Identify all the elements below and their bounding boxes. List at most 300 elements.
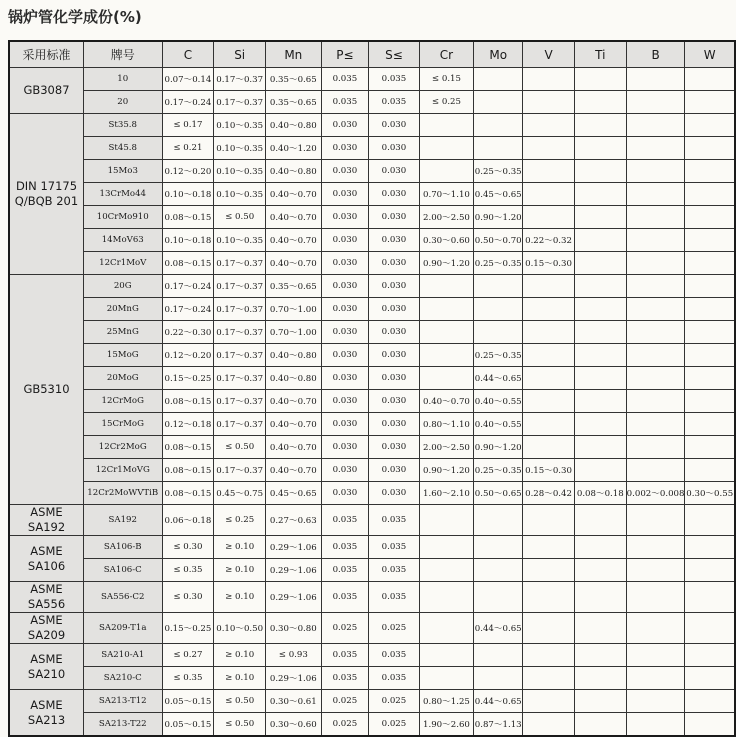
value-cell bbox=[626, 536, 685, 559]
value-cell bbox=[574, 667, 626, 690]
value-cell bbox=[523, 390, 575, 413]
column-header: 牌号 bbox=[83, 41, 162, 68]
value-cell bbox=[523, 114, 575, 137]
value-cell: 0.030 bbox=[321, 413, 369, 436]
column-header: Ti bbox=[574, 41, 626, 68]
value-cell bbox=[626, 436, 685, 459]
value-cell: 0.30～0.60 bbox=[419, 229, 474, 252]
value-cell bbox=[523, 713, 575, 737]
value-cell: 0.40～1.20 bbox=[266, 137, 322, 160]
table-row bbox=[9, 536, 735, 559]
value-cell: 0.15～0.30 bbox=[523, 252, 575, 275]
value-cell bbox=[685, 321, 735, 344]
value-cell: 0.17～0.24 bbox=[162, 298, 214, 321]
value-cell: 0.030 bbox=[369, 367, 419, 390]
value-cell: 0.10～0.35 bbox=[214, 183, 266, 206]
value-cell bbox=[626, 390, 685, 413]
value-cell bbox=[626, 713, 685, 737]
value-cell bbox=[685, 667, 735, 690]
value-cell: 0.10～0.35 bbox=[214, 114, 266, 137]
value-cell: 0.025 bbox=[321, 613, 369, 644]
value-cell: 0.17～0.37 bbox=[214, 390, 266, 413]
value-cell: 0.10～0.35 bbox=[214, 160, 266, 183]
value-cell bbox=[685, 229, 735, 252]
value-cell bbox=[626, 644, 685, 667]
value-cell bbox=[626, 298, 685, 321]
grade-cell: 25MnG bbox=[83, 321, 162, 344]
value-cell: 0.030 bbox=[369, 229, 419, 252]
standard-cell: ASME SA210 bbox=[9, 644, 83, 690]
value-cell bbox=[626, 68, 685, 91]
value-cell bbox=[523, 690, 575, 713]
value-cell bbox=[626, 183, 685, 206]
table-row bbox=[9, 690, 735, 713]
value-cell bbox=[574, 367, 626, 390]
value-cell: 0.44～0.65 bbox=[474, 613, 523, 644]
column-header: Cr bbox=[419, 41, 474, 68]
grade-cell: St35.8 bbox=[83, 114, 162, 137]
value-cell bbox=[523, 206, 575, 229]
value-cell bbox=[626, 91, 685, 114]
grade-cell: 12Cr1MoV bbox=[83, 252, 162, 275]
value-cell: 0.17～0.37 bbox=[214, 68, 266, 91]
value-cell: 0.030 bbox=[369, 275, 419, 298]
value-cell bbox=[523, 183, 575, 206]
value-cell: 0.90～1.20 bbox=[474, 206, 523, 229]
table-row bbox=[9, 413, 735, 436]
value-cell: 0.35～0.65 bbox=[266, 91, 322, 114]
standard-cell: ASME SA213 bbox=[9, 690, 83, 737]
grade-cell: SA106-B bbox=[83, 536, 162, 559]
value-cell: 0.08～0.15 bbox=[162, 390, 214, 413]
value-cell: 0.035 bbox=[321, 91, 369, 114]
value-cell: 0.29～1.06 bbox=[266, 667, 322, 690]
table-row bbox=[9, 613, 735, 644]
value-cell bbox=[574, 321, 626, 344]
table-row bbox=[9, 390, 735, 413]
table-row bbox=[9, 582, 735, 613]
table-row bbox=[9, 298, 735, 321]
value-cell: 0.030 bbox=[369, 390, 419, 413]
value-cell: 0.035 bbox=[369, 559, 419, 582]
value-cell: 0.08～0.15 bbox=[162, 482, 214, 505]
value-cell: 0.06～0.18 bbox=[162, 505, 214, 536]
value-cell: ≤ 0.50 bbox=[214, 713, 266, 737]
value-cell: 0.40～0.80 bbox=[266, 344, 322, 367]
value-cell: ≤ 0.21 bbox=[162, 137, 214, 160]
table-row bbox=[9, 436, 735, 459]
value-cell bbox=[574, 275, 626, 298]
value-cell bbox=[574, 137, 626, 160]
column-header: P≤ bbox=[321, 41, 369, 68]
value-cell: 0.40～0.80 bbox=[266, 114, 322, 137]
value-cell: 0.70～1.00 bbox=[266, 321, 322, 344]
value-cell bbox=[574, 160, 626, 183]
value-cell: 0.035 bbox=[321, 667, 369, 690]
value-cell bbox=[574, 505, 626, 536]
grade-cell: 20MnG bbox=[83, 298, 162, 321]
grade-cell: 14MoV63 bbox=[83, 229, 162, 252]
value-cell: 0.035 bbox=[321, 644, 369, 667]
value-cell bbox=[419, 667, 474, 690]
value-cell: 0.08～0.15 bbox=[162, 206, 214, 229]
value-cell: 0.80～1.25 bbox=[419, 690, 474, 713]
value-cell bbox=[419, 367, 474, 390]
composition-table-container bbox=[8, 40, 736, 737]
table-row bbox=[9, 229, 735, 252]
value-cell bbox=[685, 252, 735, 275]
value-cell: 1.60～2.10 bbox=[419, 482, 474, 505]
table-row bbox=[9, 482, 735, 505]
table-body bbox=[9, 68, 735, 737]
value-cell: 0.035 bbox=[369, 582, 419, 613]
header-row bbox=[9, 41, 735, 68]
value-cell: 0.002～0.008 bbox=[626, 482, 685, 505]
table-row bbox=[9, 344, 735, 367]
value-cell bbox=[626, 505, 685, 536]
value-cell bbox=[685, 114, 735, 137]
value-cell bbox=[419, 559, 474, 582]
value-cell: 0.15～0.25 bbox=[162, 367, 214, 390]
value-cell bbox=[685, 713, 735, 737]
value-cell bbox=[474, 91, 523, 114]
value-cell: 0.025 bbox=[321, 690, 369, 713]
table-row bbox=[9, 367, 735, 390]
grade-cell: 15CrMoG bbox=[83, 413, 162, 436]
value-cell: 0.17～0.37 bbox=[214, 275, 266, 298]
value-cell: ≤ 0.50 bbox=[214, 436, 266, 459]
grade-cell: 20G bbox=[83, 275, 162, 298]
value-cell: 0.030 bbox=[369, 206, 419, 229]
value-cell: 0.030 bbox=[321, 229, 369, 252]
value-cell: 0.030 bbox=[369, 459, 419, 482]
value-cell bbox=[474, 536, 523, 559]
value-cell bbox=[523, 344, 575, 367]
table-row bbox=[9, 321, 735, 344]
value-cell bbox=[626, 582, 685, 613]
value-cell: 0.08～0.15 bbox=[162, 252, 214, 275]
standard-cell: ASME SA106 bbox=[9, 536, 83, 582]
value-cell bbox=[574, 644, 626, 667]
value-cell: 0.45～0.65 bbox=[474, 183, 523, 206]
value-cell: 0.030 bbox=[321, 390, 369, 413]
grade-cell: 15MoG bbox=[83, 344, 162, 367]
table-row bbox=[9, 667, 735, 690]
value-cell bbox=[626, 275, 685, 298]
value-cell: 0.035 bbox=[369, 667, 419, 690]
value-cell: 0.12～0.20 bbox=[162, 160, 214, 183]
column-header: S≤ bbox=[369, 41, 419, 68]
value-cell bbox=[419, 505, 474, 536]
value-cell: 0.030 bbox=[369, 137, 419, 160]
value-cell: 0.25～0.35 bbox=[474, 459, 523, 482]
value-cell: 0.45～0.65 bbox=[266, 482, 322, 505]
value-cell bbox=[685, 582, 735, 613]
standard-cell: ASME SA209 bbox=[9, 613, 83, 644]
standard-cell: ASME SA556 bbox=[9, 582, 83, 613]
value-cell bbox=[574, 91, 626, 114]
value-cell bbox=[685, 644, 735, 667]
value-cell: ≤ 0.15 bbox=[419, 68, 474, 91]
grade-cell: 13CrMo44 bbox=[83, 183, 162, 206]
value-cell: 0.035 bbox=[321, 559, 369, 582]
value-cell: 0.12～0.18 bbox=[162, 413, 214, 436]
value-cell: 0.035 bbox=[369, 644, 419, 667]
value-cell bbox=[523, 367, 575, 390]
value-cell: 0.35～0.65 bbox=[266, 68, 322, 91]
value-cell: ≤ 0.35 bbox=[162, 667, 214, 690]
value-cell: 0.035 bbox=[369, 91, 419, 114]
value-cell bbox=[685, 436, 735, 459]
value-cell: 2.00～2.50 bbox=[419, 436, 474, 459]
value-cell bbox=[523, 644, 575, 667]
value-cell: 0.22～0.30 bbox=[162, 321, 214, 344]
value-cell bbox=[574, 459, 626, 482]
value-cell: 0.29～1.06 bbox=[266, 559, 322, 582]
value-cell bbox=[419, 344, 474, 367]
value-cell: 0.030 bbox=[369, 183, 419, 206]
column-header: B bbox=[626, 41, 685, 68]
value-cell: 0.030 bbox=[321, 252, 369, 275]
value-cell bbox=[626, 613, 685, 644]
value-cell: 0.30～0.61 bbox=[266, 690, 322, 713]
value-cell: 0.08～0.15 bbox=[162, 436, 214, 459]
value-cell: 0.40～0.70 bbox=[419, 390, 474, 413]
value-cell bbox=[574, 114, 626, 137]
value-cell bbox=[685, 206, 735, 229]
value-cell bbox=[574, 183, 626, 206]
value-cell bbox=[685, 536, 735, 559]
value-cell: 0.030 bbox=[321, 436, 369, 459]
value-cell: 0.17～0.37 bbox=[214, 344, 266, 367]
value-cell: 0.17～0.24 bbox=[162, 275, 214, 298]
table-row bbox=[9, 275, 735, 298]
value-cell: 0.10～0.50 bbox=[214, 613, 266, 644]
value-cell: 0.70～1.00 bbox=[266, 298, 322, 321]
value-cell bbox=[474, 275, 523, 298]
value-cell: 0.30～0.55 bbox=[685, 482, 735, 505]
value-cell: ≤ 0.35 bbox=[162, 559, 214, 582]
value-cell bbox=[474, 298, 523, 321]
grade-cell: 12Cr2MoWVTiB bbox=[83, 482, 162, 505]
value-cell bbox=[685, 298, 735, 321]
value-cell: 0.28～0.42 bbox=[523, 482, 575, 505]
value-cell: 0.030 bbox=[321, 459, 369, 482]
value-cell: ≥ 0.10 bbox=[214, 582, 266, 613]
value-cell bbox=[419, 582, 474, 613]
composition-table bbox=[8, 40, 736, 737]
value-cell: 0.40～0.70 bbox=[266, 413, 322, 436]
value-cell: 0.25～0.35 bbox=[474, 344, 523, 367]
page-title: 锅炉管化学成份(%) bbox=[8, 8, 142, 26]
value-cell bbox=[685, 137, 735, 160]
value-cell bbox=[419, 137, 474, 160]
value-cell: 0.035 bbox=[321, 68, 369, 91]
grade-cell: SA210-A1 bbox=[83, 644, 162, 667]
value-cell bbox=[685, 505, 735, 536]
value-cell bbox=[574, 298, 626, 321]
value-cell bbox=[574, 344, 626, 367]
table-row bbox=[9, 91, 735, 114]
value-cell: 0.05～0.15 bbox=[162, 713, 214, 737]
value-cell: 0.10～0.18 bbox=[162, 183, 214, 206]
value-cell: 2.00～2.50 bbox=[419, 206, 474, 229]
value-cell: 0.40～0.70 bbox=[266, 436, 322, 459]
column-header: 采用标准 bbox=[9, 41, 83, 68]
column-header: V bbox=[523, 41, 575, 68]
value-cell bbox=[574, 68, 626, 91]
value-cell: 0.17～0.37 bbox=[214, 298, 266, 321]
value-cell bbox=[419, 321, 474, 344]
value-cell bbox=[626, 459, 685, 482]
value-cell: 0.40～0.80 bbox=[266, 367, 322, 390]
standard-cell: ASME SA192 bbox=[9, 505, 83, 536]
value-cell bbox=[474, 321, 523, 344]
value-cell: 0.40～0.80 bbox=[266, 160, 322, 183]
value-cell: 0.10～0.18 bbox=[162, 229, 214, 252]
value-cell bbox=[419, 160, 474, 183]
value-cell: 0.030 bbox=[369, 482, 419, 505]
value-cell: 0.29～1.06 bbox=[266, 536, 322, 559]
value-cell: 0.15～0.25 bbox=[162, 613, 214, 644]
value-cell bbox=[685, 367, 735, 390]
value-cell: 0.030 bbox=[369, 344, 419, 367]
column-header: Mo bbox=[474, 41, 523, 68]
grade-cell: St45.8 bbox=[83, 137, 162, 160]
value-cell bbox=[626, 229, 685, 252]
value-cell: 0.17～0.37 bbox=[214, 413, 266, 436]
value-cell: 0.035 bbox=[321, 582, 369, 613]
value-cell: 0.50～0.65 bbox=[474, 482, 523, 505]
value-cell: 0.030 bbox=[321, 298, 369, 321]
table-row bbox=[9, 114, 735, 137]
value-cell bbox=[474, 505, 523, 536]
grade-cell: 20 bbox=[83, 91, 162, 114]
value-cell bbox=[523, 436, 575, 459]
table-row bbox=[9, 252, 735, 275]
value-cell bbox=[523, 613, 575, 644]
value-cell: 0.07～0.14 bbox=[162, 68, 214, 91]
value-cell bbox=[574, 582, 626, 613]
value-cell: 0.29～1.06 bbox=[266, 582, 322, 613]
table-row bbox=[9, 459, 735, 482]
value-cell: 0.030 bbox=[321, 206, 369, 229]
value-cell: 0.025 bbox=[369, 613, 419, 644]
value-cell: 0.87～1.13 bbox=[474, 713, 523, 737]
value-cell: 0.030 bbox=[369, 298, 419, 321]
value-cell bbox=[685, 344, 735, 367]
value-cell bbox=[685, 613, 735, 644]
value-cell bbox=[685, 413, 735, 436]
value-cell bbox=[685, 459, 735, 482]
grade-cell: 10CrMo910 bbox=[83, 206, 162, 229]
grade-cell: 10 bbox=[83, 68, 162, 91]
table-row bbox=[9, 160, 735, 183]
grade-cell: SA106-C bbox=[83, 559, 162, 582]
value-cell: ≥ 0.10 bbox=[214, 559, 266, 582]
value-cell bbox=[626, 690, 685, 713]
value-cell bbox=[523, 91, 575, 114]
value-cell bbox=[523, 298, 575, 321]
value-cell: 0.035 bbox=[369, 68, 419, 91]
value-cell: 0.25～0.35 bbox=[474, 252, 523, 275]
value-cell bbox=[574, 436, 626, 459]
value-cell: 0.44～0.65 bbox=[474, 690, 523, 713]
column-header: Mn bbox=[266, 41, 322, 68]
value-cell: 0.80～1.10 bbox=[419, 413, 474, 436]
value-cell: 0.030 bbox=[321, 183, 369, 206]
value-cell bbox=[574, 252, 626, 275]
value-cell bbox=[523, 275, 575, 298]
value-cell: 0.030 bbox=[369, 436, 419, 459]
standard-cell: DIN 17175 Q/BQB 201 bbox=[9, 114, 83, 275]
value-cell: 0.030 bbox=[369, 321, 419, 344]
value-cell bbox=[474, 667, 523, 690]
value-cell: 0.30～0.80 bbox=[266, 613, 322, 644]
value-cell: 0.030 bbox=[321, 114, 369, 137]
standard-cell: GB5310 bbox=[9, 275, 83, 505]
value-cell: 0.030 bbox=[321, 160, 369, 183]
value-cell: 0.025 bbox=[369, 690, 419, 713]
table-row bbox=[9, 68, 735, 91]
value-cell: ≥ 0.10 bbox=[214, 667, 266, 690]
value-cell: 0.40～0.55 bbox=[474, 390, 523, 413]
value-cell bbox=[474, 114, 523, 137]
value-cell bbox=[574, 559, 626, 582]
value-cell: ≤ 0.30 bbox=[162, 536, 214, 559]
grade-cell: SA192 bbox=[83, 505, 162, 536]
grade-cell: SA213-T22 bbox=[83, 713, 162, 737]
value-cell: 0.40～0.70 bbox=[266, 206, 322, 229]
value-cell: ≤ 0.25 bbox=[214, 505, 266, 536]
column-header: C bbox=[162, 41, 214, 68]
value-cell: 0.030 bbox=[369, 252, 419, 275]
value-cell: 0.10～0.35 bbox=[214, 137, 266, 160]
value-cell: 0.08～0.18 bbox=[574, 482, 626, 505]
grade-cell: 12CrMoG bbox=[83, 390, 162, 413]
table-row bbox=[9, 183, 735, 206]
value-cell: 0.30～0.60 bbox=[266, 713, 322, 737]
value-cell: 0.025 bbox=[321, 713, 369, 737]
value-cell bbox=[523, 667, 575, 690]
grade-cell: SA209-T1a bbox=[83, 613, 162, 644]
value-cell bbox=[523, 321, 575, 344]
value-cell bbox=[685, 559, 735, 582]
value-cell bbox=[574, 536, 626, 559]
value-cell bbox=[685, 160, 735, 183]
value-cell bbox=[626, 367, 685, 390]
table-row bbox=[9, 206, 735, 229]
value-cell bbox=[474, 644, 523, 667]
value-cell: 0.035 bbox=[321, 505, 369, 536]
value-cell bbox=[523, 582, 575, 613]
grade-cell: 12Cr2MoG bbox=[83, 436, 162, 459]
value-cell: ≤ 0.50 bbox=[214, 206, 266, 229]
value-cell: 0.90～1.20 bbox=[419, 252, 474, 275]
value-cell: 0.030 bbox=[369, 160, 419, 183]
value-cell: ≤ 0.93 bbox=[266, 644, 322, 667]
value-cell: 0.030 bbox=[321, 482, 369, 505]
value-cell: 0.25～0.35 bbox=[474, 160, 523, 183]
value-cell bbox=[523, 160, 575, 183]
value-cell: 0.50～0.70 bbox=[474, 229, 523, 252]
value-cell: 0.035 bbox=[321, 536, 369, 559]
value-cell: 0.12～0.20 bbox=[162, 344, 214, 367]
value-cell: ≤ 0.25 bbox=[419, 91, 474, 114]
value-cell bbox=[685, 275, 735, 298]
value-cell: 0.030 bbox=[369, 413, 419, 436]
value-cell: 0.17～0.37 bbox=[214, 91, 266, 114]
